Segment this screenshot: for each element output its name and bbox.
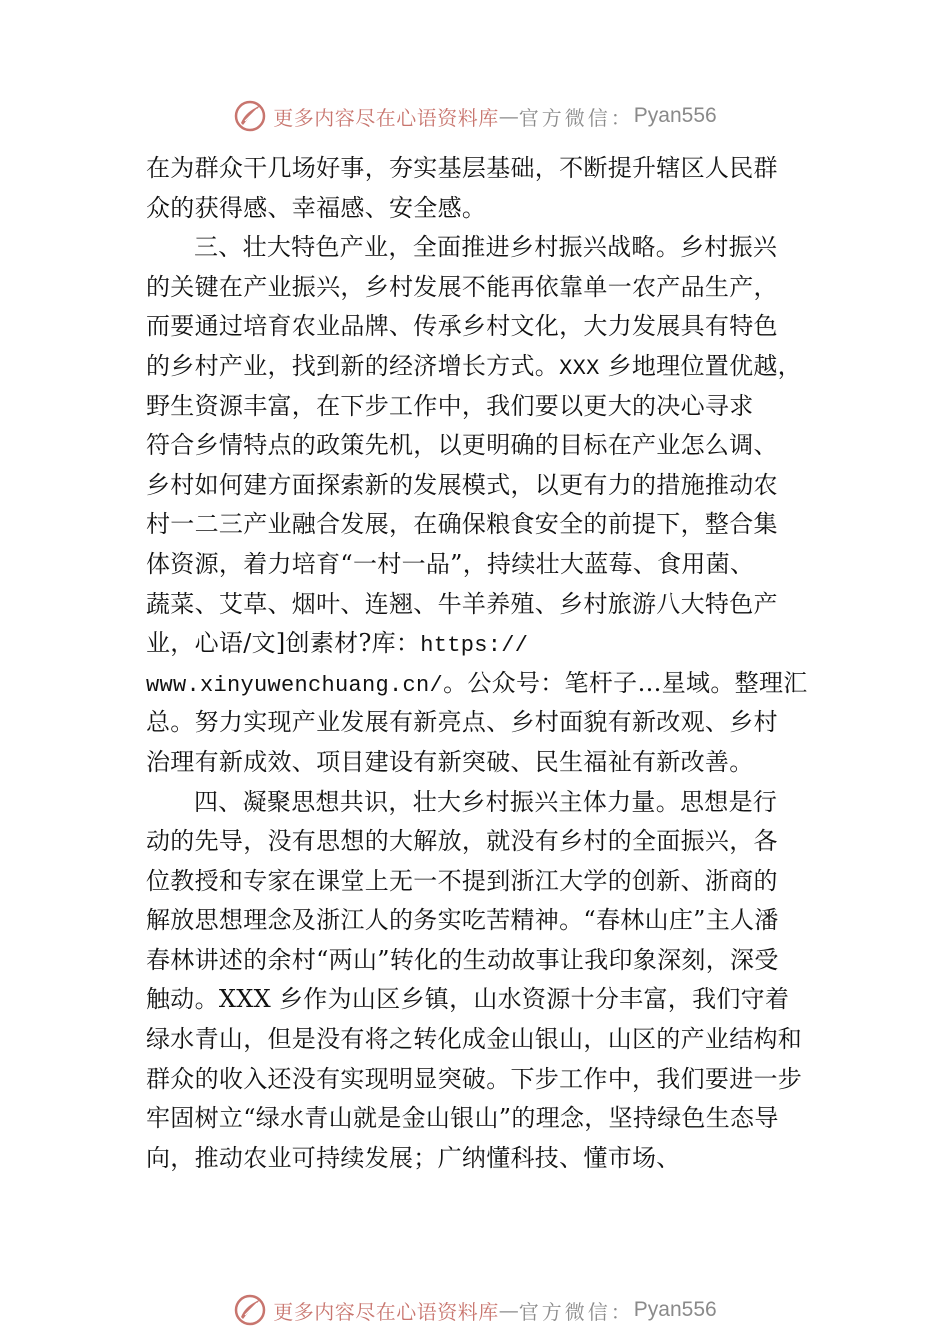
banner-text: 更多内容尽在心语资料库 bbox=[273, 105, 499, 130]
paragraph bbox=[146, 783, 826, 1179]
text-line bbox=[146, 980, 826, 1020]
text-line bbox=[146, 387, 826, 427]
text-segment: 众的获得感、幸福感、安全感。 bbox=[146, 193, 487, 222]
text-segment: https:// bbox=[420, 633, 529, 659]
text-segment: 牢固树立“绿水青山就是金山银山”的理念，坚持绿色生态导 bbox=[146, 1104, 779, 1133]
text-line bbox=[146, 228, 826, 268]
text-segment: 的乡村产业，找到新的经济增长方式。 bbox=[146, 351, 560, 380]
footer-banner bbox=[0, 1290, 950, 1330]
banner-wechat-id: Pyan556 bbox=[633, 1298, 717, 1321]
text-segment: 向，推动农业可持续发展；广纳懂科技、懂市场、 bbox=[146, 1143, 681, 1172]
text-line bbox=[146, 783, 826, 823]
text-segment: 的关键在产业振兴，乡村发展不能再依靠单一农产品生产， bbox=[146, 272, 778, 301]
text-line bbox=[146, 743, 826, 783]
text-segment: 春林讲述的余村“两山”转化的生动故事让我印象深刻，深受 bbox=[146, 945, 779, 974]
text-line bbox=[146, 1139, 826, 1179]
text-line bbox=[146, 901, 826, 941]
text-segment: 绿水青山，但是没有将之转化成金山银山，山区的产业结构和 bbox=[146, 1025, 803, 1054]
text-line bbox=[146, 149, 826, 189]
text-line bbox=[146, 268, 826, 308]
text-segment: 体资源，着力培育“一村一品”，持续壮大蓝莓、食用菌、 bbox=[146, 549, 755, 578]
text-segment: 治理有新成效、项目建设有新突破、民生福祉有新改善。 bbox=[146, 747, 754, 776]
text-line bbox=[146, 189, 826, 229]
brand-logo-icon bbox=[233, 1293, 267, 1327]
text-line bbox=[146, 822, 826, 862]
text-segment: 野生资源丰富，在下步工作中，我们要以更大的决心寻求 bbox=[146, 391, 754, 420]
text-line bbox=[146, 664, 826, 704]
text-segment: www.xinyuwenchuang.cn/ bbox=[146, 672, 444, 698]
text-line bbox=[146, 1099, 826, 1139]
banner-wechat-id: Pyan556 bbox=[633, 104, 717, 127]
text-segment: 村一二三产业融合发展，在确保粮食安全的前提下，整合集 bbox=[146, 510, 778, 539]
text-segment: 触动。XXX 乡作为山区乡镇，山水资源十分丰富，我们守着 bbox=[146, 985, 790, 1014]
text-line bbox=[146, 862, 826, 902]
banner-separator: — bbox=[498, 104, 519, 128]
text-line bbox=[146, 466, 826, 506]
banner-separator: — bbox=[498, 1298, 519, 1322]
text-line bbox=[146, 1060, 826, 1100]
header-banner bbox=[0, 96, 950, 136]
text-segment: 符合乡情特点的政策先机，以更明确的目标在产业怎么调、 bbox=[146, 431, 778, 460]
text-segment: 蔬菜、艾草、烟叶、连翘、牛羊养殖、乡村旅游八大特色产 bbox=[146, 589, 778, 618]
text-line bbox=[146, 505, 826, 545]
text-segment: 位教授和专家在课堂上无一不提到浙江大学的创新、浙商的 bbox=[146, 866, 778, 895]
banner-wechat-label: 官方微信： bbox=[518, 1299, 634, 1324]
text-segment: XXX bbox=[559, 355, 600, 381]
text-line bbox=[146, 307, 826, 347]
text-segment: 动的先导，没有思想的大解放，就没有乡村的全面振兴，各 bbox=[146, 827, 778, 856]
text-line bbox=[146, 703, 826, 743]
document-body bbox=[146, 149, 826, 1178]
text-line bbox=[146, 347, 826, 387]
text-segment: 在为群众干几场好事，夯实基层基础，不断提升辖区人民群 bbox=[146, 154, 778, 182]
banner-wechat-label: 官方微信： bbox=[518, 105, 634, 130]
text-line bbox=[146, 426, 826, 466]
text-line bbox=[146, 1020, 826, 1060]
text-line bbox=[146, 585, 826, 625]
text-segment: 乡村如何建方面探索新的发展模式，以更有力的措施推动农 bbox=[146, 470, 778, 499]
text-segment: 总。努力实现产业发展有新亮点、乡村面貌有新改观、乡村 bbox=[146, 708, 778, 737]
text-segment: 解放思想理念及浙江人的务实吃苦精神。“春林山庄”主人潘 bbox=[146, 906, 779, 935]
text-segment: 而要通过培育农业品牌、传承乡村文化，大力发展具有特色 bbox=[146, 312, 778, 341]
text-segment: 三、壮大特色产业，全面推进乡村振兴战略。乡村振兴 bbox=[194, 233, 778, 262]
paragraph bbox=[146, 228, 826, 782]
text-line bbox=[146, 624, 826, 664]
text-segment: 业，心语/文]创素材?库： bbox=[146, 629, 421, 658]
text-line bbox=[146, 941, 826, 981]
text-segment: 乡地理位置优越， bbox=[599, 351, 802, 380]
text-line bbox=[146, 545, 826, 585]
banner-text: 更多内容尽在心语资料库 bbox=[273, 1299, 499, 1324]
paragraph bbox=[146, 149, 826, 228]
text-segment: 四、凝聚思想共识，壮大乡村振兴主体力量。思想是行 bbox=[194, 787, 778, 816]
brand-logo-icon bbox=[233, 99, 267, 133]
text-segment: 。公众号：笔杆子…星域。整理汇 bbox=[443, 668, 808, 697]
text-segment: 群众的收入还没有实现明显突破。下步工作中，我们要进一步 bbox=[146, 1064, 803, 1093]
